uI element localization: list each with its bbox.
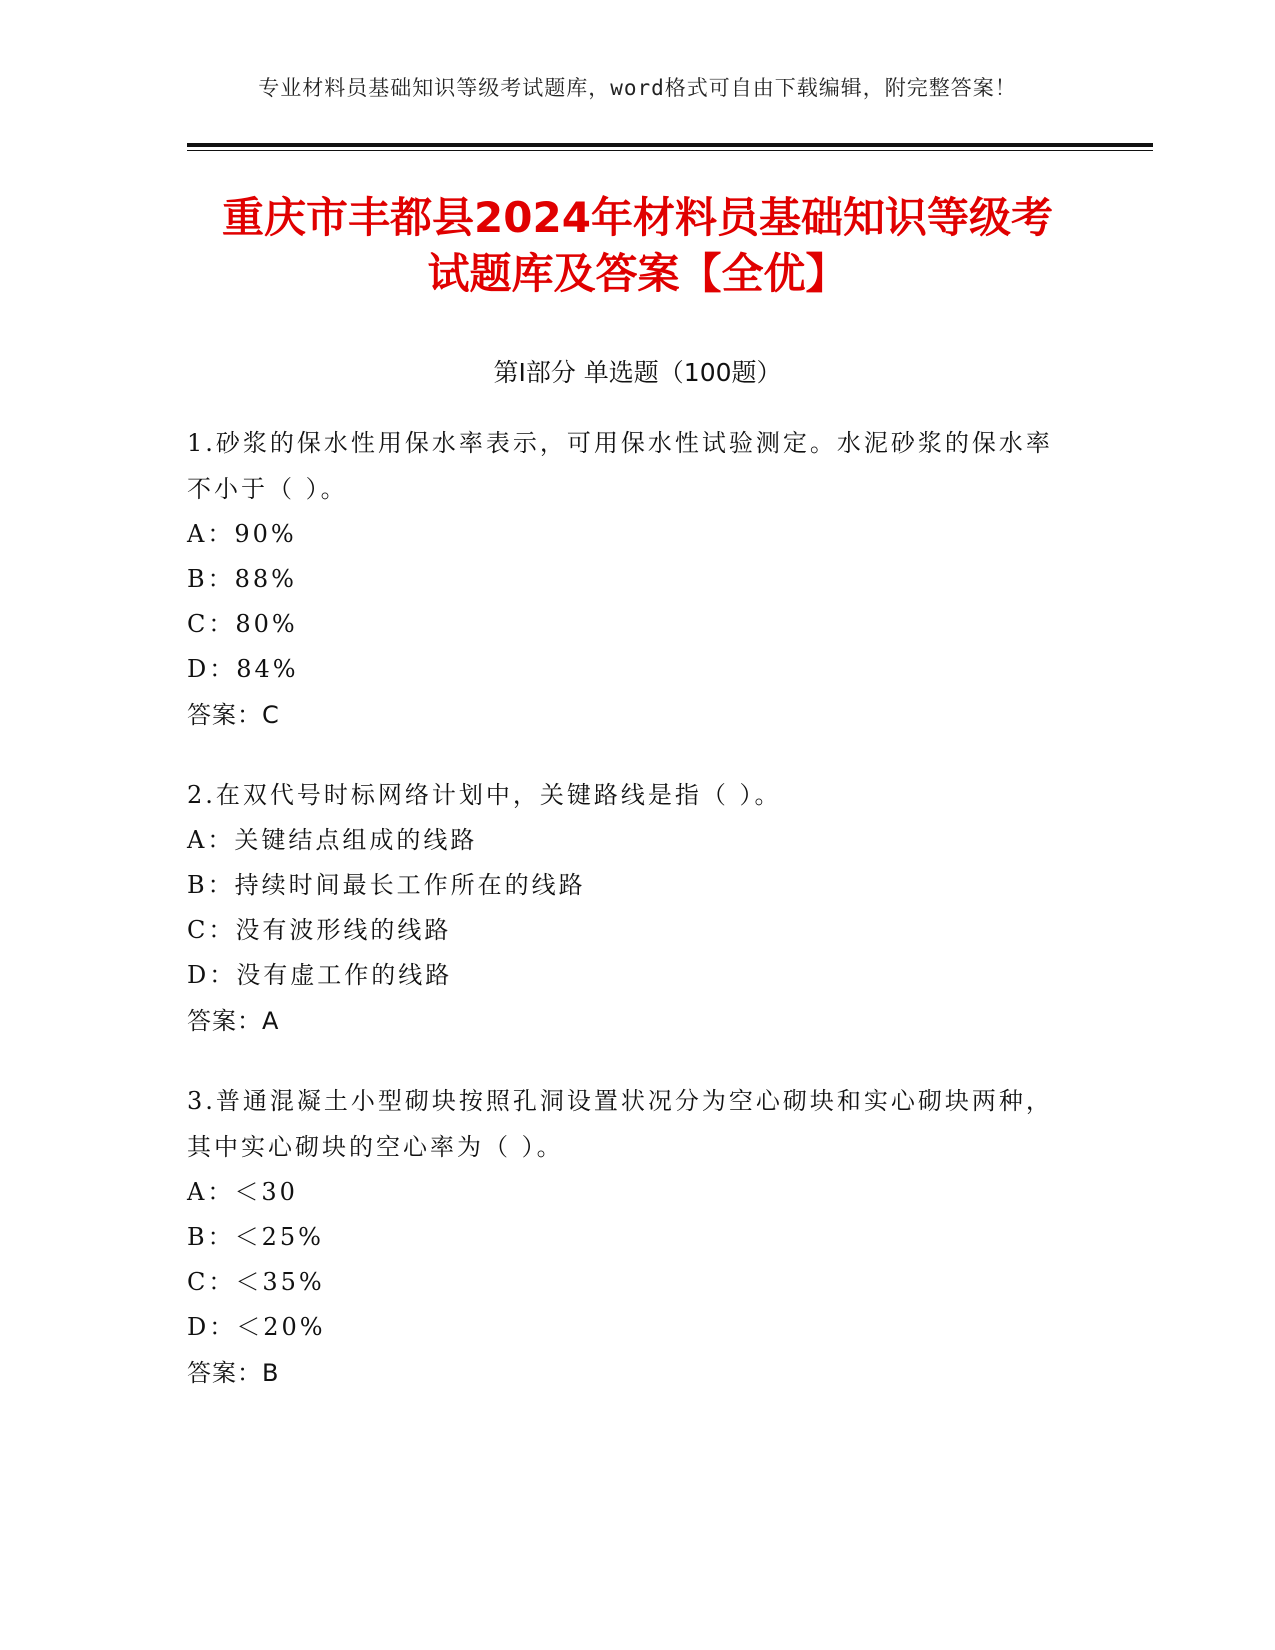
option-value: 80% bbox=[235, 610, 298, 638]
option-value: ＜20% bbox=[236, 1313, 326, 1341]
answer: 答案：C bbox=[187, 701, 280, 729]
option-value: 90% bbox=[234, 520, 297, 548]
option-d bbox=[187, 647, 1067, 692]
option-c bbox=[187, 1260, 1067, 1305]
header-note: 专业材料员基础知识等级考试题库，word格式可自由下载编辑，附完整答案！ bbox=[258, 76, 1017, 100]
option-label: C： bbox=[187, 1268, 236, 1296]
option-label: A： bbox=[187, 826, 235, 854]
question-2 bbox=[187, 772, 1067, 1044]
question-3 bbox=[187, 1078, 1067, 1396]
option-label: D： bbox=[187, 1313, 237, 1341]
document-title-line-2: 试题库及答案【全优】 bbox=[427, 249, 848, 298]
option-value: 持续时间最长工作所在的线路 bbox=[234, 871, 586, 899]
option-value: ＜25% bbox=[234, 1223, 324, 1251]
option-a bbox=[187, 1170, 1067, 1215]
header-rule-thin bbox=[187, 150, 1153, 151]
answer: 答案：A bbox=[187, 1007, 280, 1035]
document-title bbox=[0, 190, 1275, 302]
option-label: C： bbox=[187, 916, 236, 944]
option-d bbox=[187, 1305, 1067, 1350]
option-b bbox=[187, 1215, 1067, 1260]
header-rule-thick bbox=[187, 143, 1153, 147]
option-label: A： bbox=[187, 520, 235, 548]
question-text: 2.在双代号时标网络计划中，关键路线是指（ ）。 bbox=[187, 781, 782, 809]
question-1 bbox=[187, 420, 1067, 738]
option-d bbox=[187, 953, 1067, 998]
option-value: 关键结点组成的线路 bbox=[234, 826, 478, 854]
option-label: D： bbox=[187, 961, 237, 989]
option-value: ＜35% bbox=[235, 1268, 325, 1296]
option-label: B： bbox=[187, 871, 235, 899]
option-label: B： bbox=[187, 565, 235, 593]
option-b bbox=[187, 863, 1067, 908]
option-a bbox=[187, 818, 1067, 863]
option-label: B： bbox=[187, 1223, 235, 1251]
option-value: ＜30 bbox=[234, 1178, 298, 1206]
option-value: 84% bbox=[236, 655, 299, 683]
option-c bbox=[187, 602, 1067, 647]
option-b bbox=[187, 557, 1067, 602]
option-label: C： bbox=[187, 610, 236, 638]
option-value: 没有虚工作的线路 bbox=[236, 961, 453, 989]
question-text: 3.普通混凝土小型砌块按照孔洞设置状况分为空心砌块和实心砌块两种，其中实心砌块的空心率为（ ）。 bbox=[187, 1087, 1053, 1161]
document-title-line-1: 重庆市丰都县2024年材料员基础知识等级考 bbox=[222, 193, 1053, 242]
option-a bbox=[187, 512, 1067, 557]
option-value: 88% bbox=[234, 565, 297, 593]
option-c bbox=[187, 908, 1067, 953]
section-heading: 第Ⅰ部分 单选题（100题） bbox=[493, 358, 782, 387]
option-label: D： bbox=[187, 655, 237, 683]
option-label: A： bbox=[187, 1178, 235, 1206]
question-text: 1.砂浆的保水性用保水率表示，可用保水性试验测定。水泥砂浆的保水率不小于（ ）。 bbox=[187, 429, 1053, 503]
option-value: 没有波形线的线路 bbox=[235, 916, 452, 944]
answer: 答案：B bbox=[187, 1359, 280, 1387]
